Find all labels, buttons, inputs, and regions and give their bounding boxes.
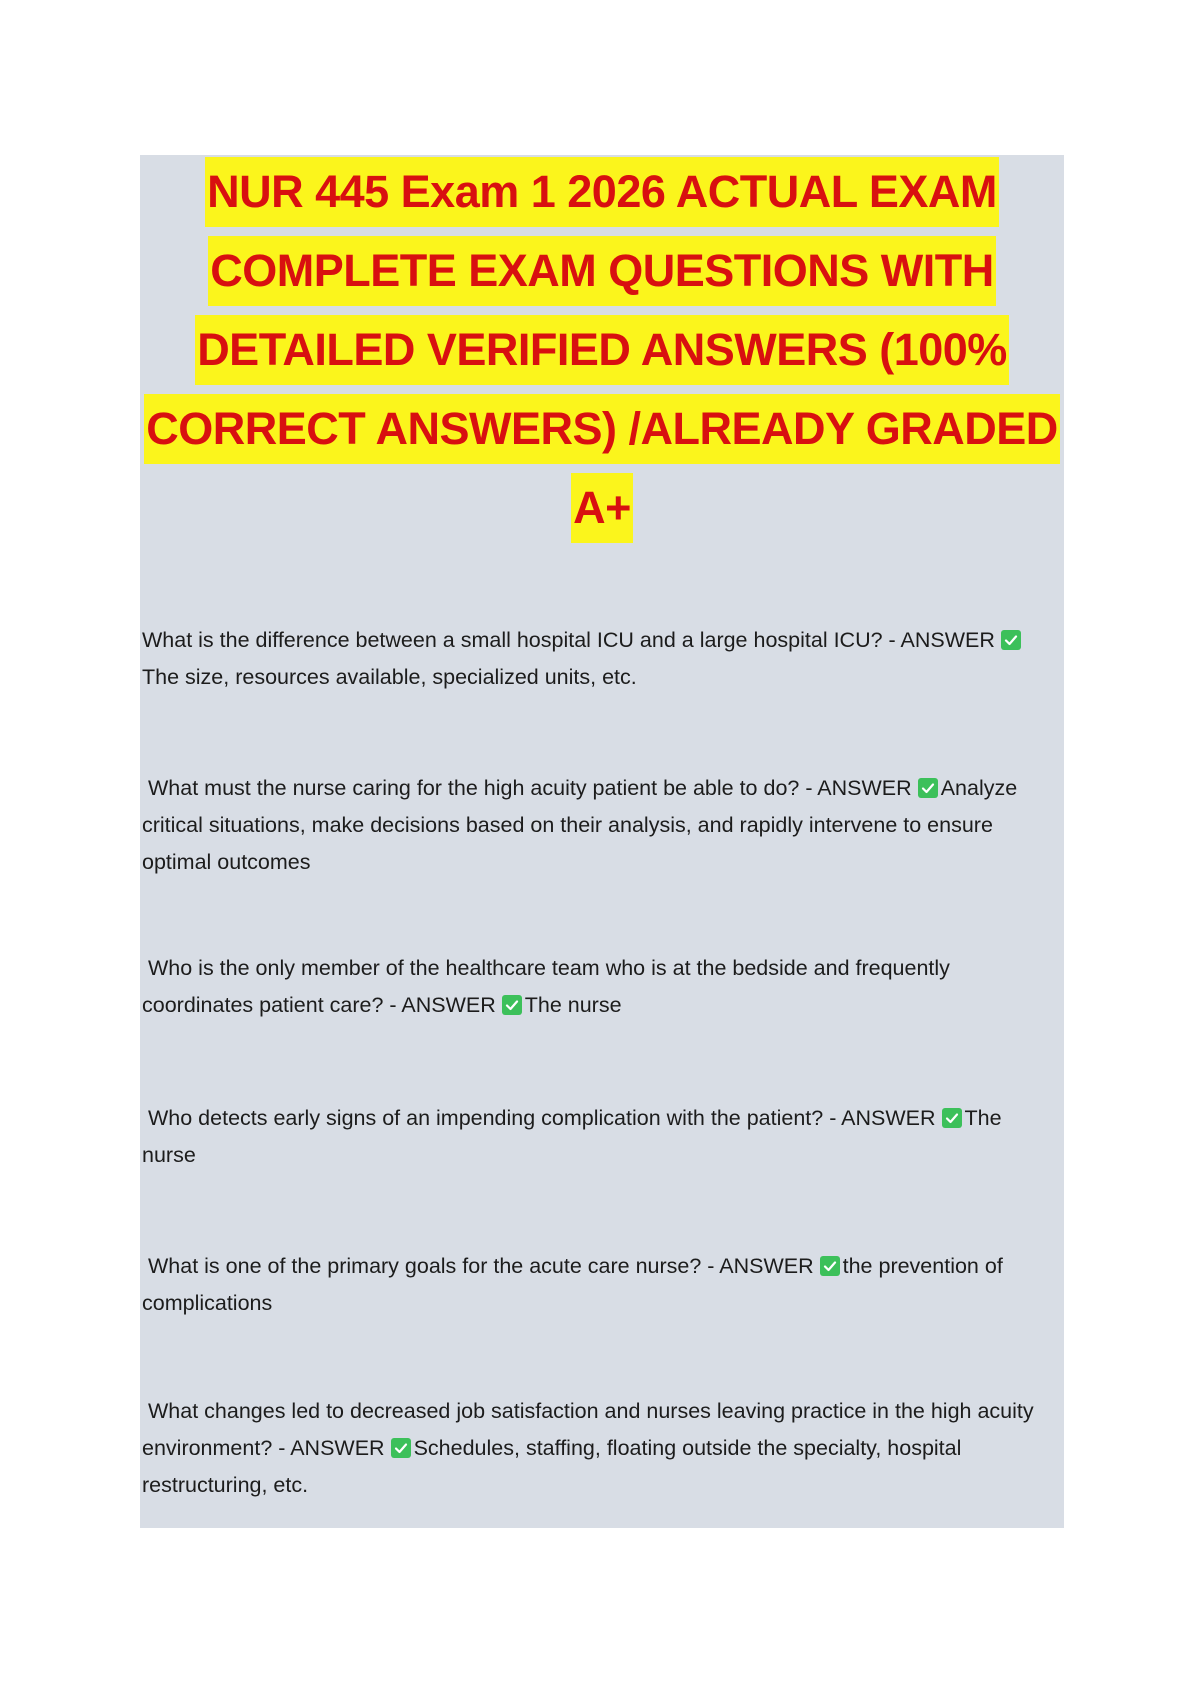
answer-text: Schedules, staffing, floating outside the specialty, hospital restructuring, etc. [142,1436,962,1497]
answer-text: Analyze critical situations, make decisions based on their analysis, and rapidly intervene to ensure optimal outcomes [142,776,1018,874]
title-line: NUR 445 Exam 1 2026 ACTUAL EXAM [140,157,1064,236]
answer-marker: - ANSWER [389,993,496,1017]
question-text: What is the difference between a small hospital ICU and a large hospital ICU? [142,628,883,652]
answer-marker: - ANSWER [888,628,995,652]
qa-item [142,950,1057,1024]
check-box-icon [942,1108,962,1128]
title-line: COMPLETE EXAM QUESTIONS WITH [140,236,1064,315]
qa-item [142,1248,1057,1322]
document-page [140,155,1064,1528]
check-box-icon [820,1256,840,1276]
question-text: What is one of the primary goals for the acute care nurse? [148,1254,702,1278]
title-line: A+ [140,473,1064,552]
document-title [140,157,1064,552]
title-line: CORRECT ANSWERS) /ALREADY GRADED [140,394,1064,473]
title-line: DETAILED VERIFIED ANSWERS (100% [140,315,1064,394]
check-box-icon [1001,630,1021,650]
answer-text: the prevention of complications [142,1254,1003,1315]
answer-marker: - ANSWER [707,1254,814,1278]
answer-marker: - ANSWER [829,1106,936,1130]
answer-text: The nurse [142,1106,1002,1167]
qa-item [142,770,1057,881]
question-text: Who is the only member of the healthcare team who is at the bedside and frequently coordinates patient care? [142,956,950,1017]
qa-item [142,1100,1057,1174]
answer-marker: - ANSWER [805,776,912,800]
check-box-icon [918,778,938,798]
answer-marker: - ANSWER [278,1436,385,1460]
answer-text: The size, resources available, specialized units, etc. [142,665,637,689]
qa-item [142,622,1057,696]
check-box-icon [391,1438,411,1458]
check-box-icon [502,995,522,1015]
qa-item [142,1393,1057,1504]
question-text: What changes led to decreased job satisfaction and nurses leaving practice in the high acuity environment? [142,1399,1034,1460]
question-text: Who detects early signs of an impending complication with the patient? [148,1106,824,1130]
answer-text: The nurse [524,993,622,1017]
question-text: What must the nurse caring for the high acuity patient be able to do? [148,776,800,800]
